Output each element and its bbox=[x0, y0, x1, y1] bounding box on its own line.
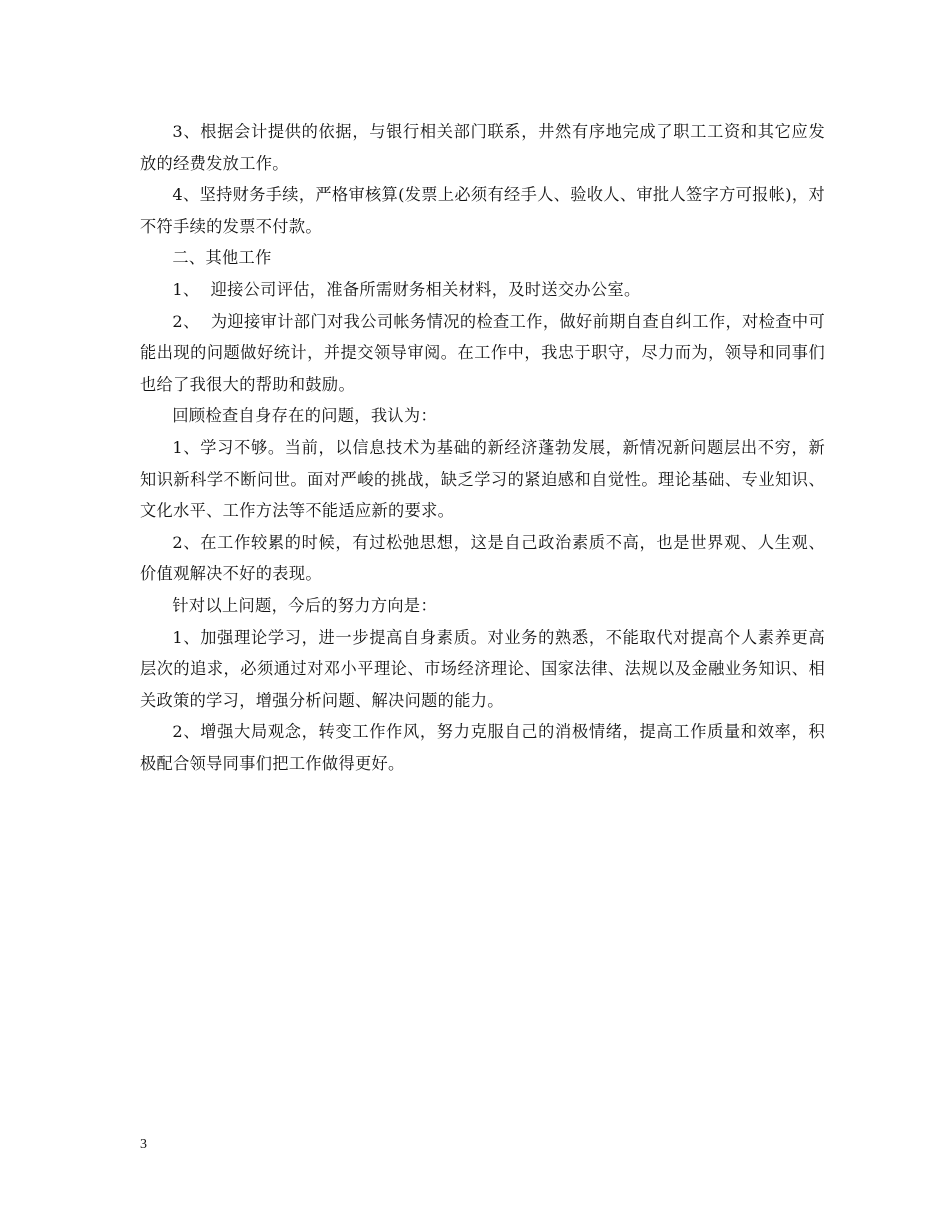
paragraph-strengthen-study: 1、加强理论学习，进一步提高自身素质。对业务的熟悉，不能取代对提高个人素养更高层次的追求，必须通过对邓小平理论、市场经济理论、国家法律、法规以及金融业务知识、相关政策的学习，增强分析问题、解决问题的能力。 bbox=[140, 627, 825, 710]
paragraph-payroll-disbursement: 3、根据会计提供的依据，与银行相关部门联系，井然有序地完成了职工工资和其它应发放的经费发放工作。 bbox=[140, 122, 825, 173]
document-body bbox=[140, 116, 825, 779]
paragraph-company-evaluation: 1、 迎接公司评估，准备所需财务相关材料，及时送交办公室。 bbox=[172, 279, 641, 299]
paragraph-invoice-review: 4、坚持财务手续，严格审核算(发票上必须有经手人、验收人、审批人签字方可报帐)，对不符手续的发票不付款。 bbox=[140, 185, 825, 236]
paragraph-relaxed-thinking: 2、在工作较累的时候，有过松弛思想，这是自己政治素质不高，也是世界观、人生观、价值观解决不好的表现。 bbox=[140, 532, 825, 584]
paragraph-self-review-intro: 回顾检查自身存在的问题，我认为： bbox=[172, 406, 437, 426]
section-heading-other-work: 二、其他工作 bbox=[172, 248, 272, 268]
page-number: 3 bbox=[140, 1137, 147, 1152]
paragraph-improve-work-style: 2、增强大局观念，转变工作作风，努力克服自己的消极情绪，提高工作质量和效率，积极配合领导同事们把工作做得更好。 bbox=[140, 722, 825, 773]
paragraph-audit-preparation: 2、 为迎接审计部门对我公司帐务情况的检查工作，做好前期自查自纠工作，对检查中可能出现的问题做好统计，并提交领导审阅。在工作中，我忠于职守，尽力而为，领导和同事们也给了我很大的帮助和鼓励。 bbox=[140, 311, 825, 394]
paragraph-improvement-intro: 针对以上问题，今后的努力方向是： bbox=[172, 595, 437, 615]
paragraph-insufficient-study: 1、学习不够。当前，以信息技术为基础的新经济蓬勃发展，新情况新问题层出不穷，新知识新科学不断问世。面对严峻的挑战，缺乏学习的紧迫感和自觉性。理论基础、专业知识、文化水平、工作方法等不能适应新的要求。 bbox=[140, 437, 825, 521]
